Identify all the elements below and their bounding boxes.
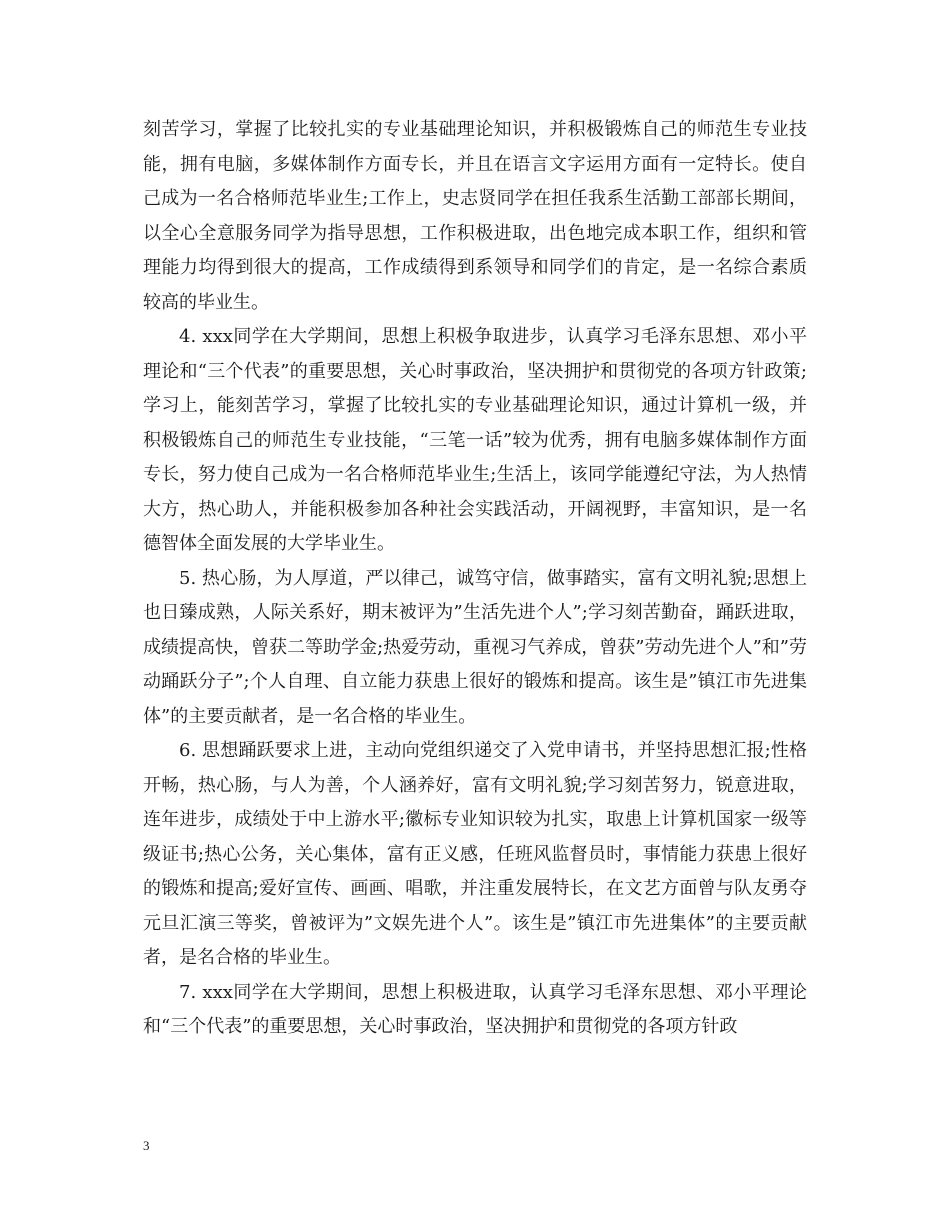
paragraph-2: 4. xxx同学在大学期间，思想上积极争取进步，认真学习毛泽东思想、邓小平理论和“三个代表”的重要思想，关心时事政治，坚决拥护和贯彻党的各项方针政策;学习上，能刻苦学习，掌握了比较扎实的专业基础理论知识，通过计算机一级，并积极锻炼自己的师范生专业技能，“三笔一话”较为优秀，拥有电脑多媒体制作方面专长，努力使自己成为一名合格师范毕业生;生活上，该同学能遵纪守法，为人热情大方，热心助人，并能积极参加各种社会实践活动，开阔视野，丰富知识，是一名德智体全面发展的大学毕业生。	[143, 326, 807, 554]
paragraph-3: 5. 热心肠，为人厚道，严以律己，诚笃守信，做事踏实，富有文明礼貌;思想上也日臻成熟，人际关系好，期末被评为”生活先进个人”;学习刻苦勤奋，踊跃进取，成绩提高快，曾获二等助学金;热爱劳动，重视习气养成，曾获”劳动先进个人”和”劳动踊跃分子”;个人自理、自立能力获患上很好的锻炼和提高。该生是”镇江市先进集体”的主要贡献者，是一名合格的毕业生。	[143, 567, 807, 727]
page-number: 3	[143, 1138, 150, 1153]
paragraph-4: 6. 思想踊跃要求上进，主动向党组织递交了入党申请书，并坚持思想汇报;性格开畅，热心肠，与人为善，个人涵养好，富有文明礼貌;学习刻苦努力，锐意进取，连年进步，成绩处于中上游水平;徽标专业知识较为扎实，取患上计算机国家一级等级证书;热心公务，关心集体，富有正义感，任班风监督员时，事情能力获患上很好的锻炼和提高;爱好宣传、画画、唱歌，并注重发展特长，在文艺方面曾与队友勇夺元旦汇演三等奖，曾被评为”文娱先进个人”。该生是”镇江市先进集体”的主要贡献者，是名合格的毕业生。	[143, 740, 807, 968]
paragraph-1: 刻苦学习，掌握了比较扎实的专业基础理论知识，并积极锻炼自己的师范生专业技能，拥有电脑，多媒体制作方面专长，并且在语言文字运用方面有一定特长。使自己成为一名合格师范毕业生;工作上，史志贤同学在担任我系生活勤工部部长期间，以全心全意服务同学为指导思想，工作积极进取，出色地完成本职工作，组织和管理能力均得到很大的提高，工作成绩得到系领导和同学们的肯定，是一名综合素质较高的毕业生。	[143, 119, 807, 313]
document-body	[143, 113, 807, 1045]
paragraph-5: 7. xxx同学在大学期间，思想上积极进取，认真学习毛泽东思想、邓小平理论和“三个代表”的重要思想，关心时事政治，坚决拥护和贯彻党的各项方针政	[143, 981, 807, 1037]
